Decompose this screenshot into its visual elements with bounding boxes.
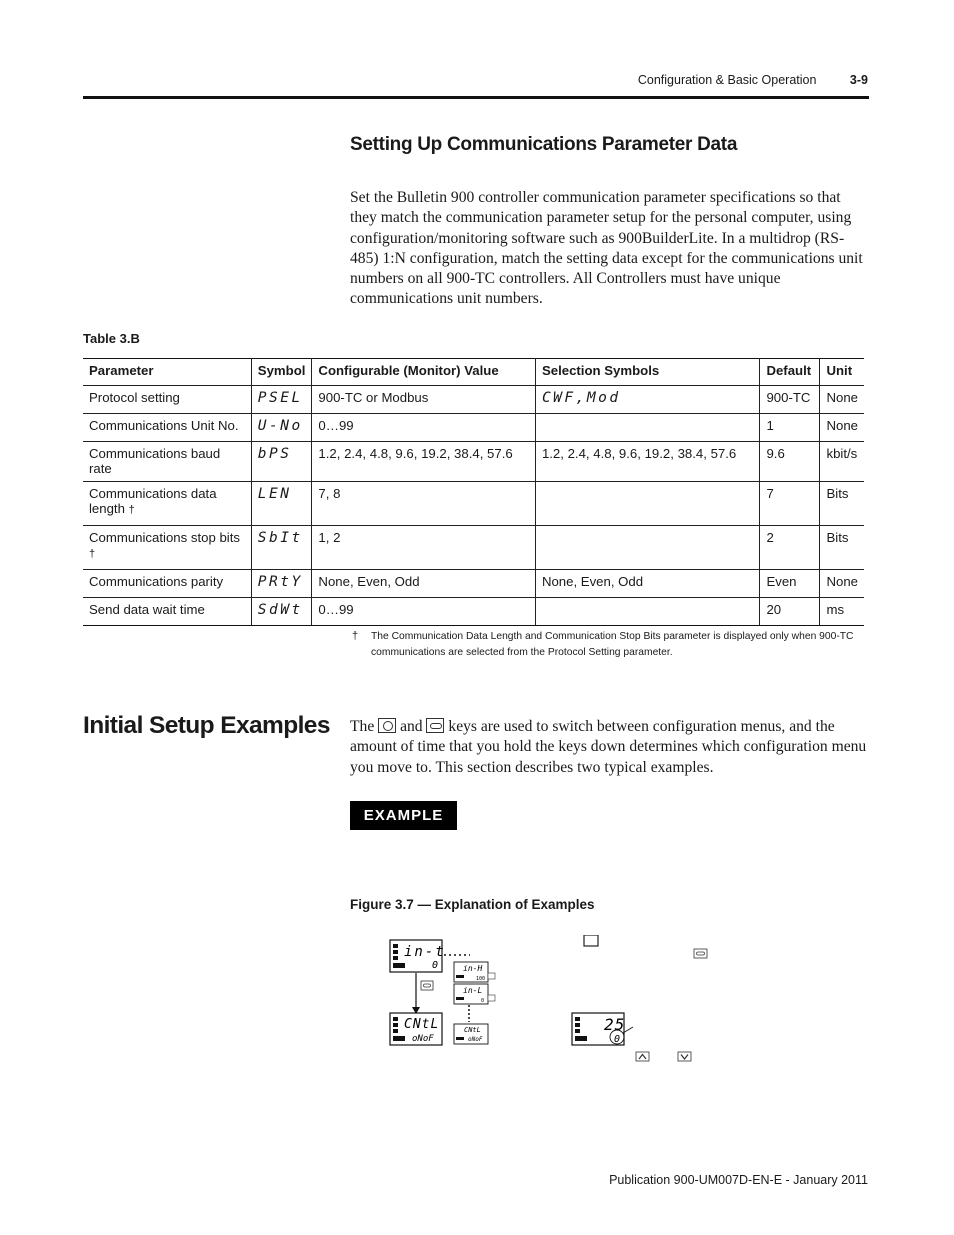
small-display-2 xyxy=(454,984,488,1004)
level-key-icon xyxy=(694,949,707,958)
cell-default: 2 xyxy=(760,526,820,570)
cell-parameter: Communications stop bits † xyxy=(83,526,251,570)
cell-symbol: bPS xyxy=(251,442,312,482)
small2-top-text: in-L xyxy=(463,986,483,995)
cell-unit: kbit/s xyxy=(820,442,864,482)
page-footer: Publication 900-UM007D-EN-E - January 2011 xyxy=(609,1173,868,1187)
cell-value: 1, 2 xyxy=(312,526,536,570)
display2-bottom-text: oNoF xyxy=(412,1034,434,1044)
section-heading: Setting Up Communications Parameter Data xyxy=(350,134,738,155)
cell-selection xyxy=(535,414,760,442)
table-header-row xyxy=(83,359,864,386)
cell-parameter: Communications data length † xyxy=(83,482,251,526)
cell-unit: Bits xyxy=(820,526,864,570)
cell-symbol: SdWt xyxy=(251,598,312,626)
col-symbol: Symbol xyxy=(251,359,312,386)
col-parameter: Parameter xyxy=(83,359,251,386)
mode-key-icon xyxy=(584,935,598,946)
table-row xyxy=(83,482,864,526)
cell-value: 7, 8 xyxy=(312,482,536,526)
controller-display-1 xyxy=(390,940,446,972)
table-row xyxy=(83,442,864,482)
cell-selection xyxy=(535,526,760,570)
small-display-1 xyxy=(454,962,488,982)
cell-selection xyxy=(535,482,760,526)
example-label: EXAMPLE xyxy=(350,801,457,830)
mode-key-icon xyxy=(488,973,495,979)
display2-top-text: CNtL xyxy=(404,1017,440,1032)
cell-parameter: Communications parity xyxy=(83,570,251,598)
col-unit: Unit xyxy=(820,359,864,386)
table-caption: Table 3.B xyxy=(83,331,140,346)
display1-top-text: in-t xyxy=(404,944,446,960)
cell-default: 20 xyxy=(760,598,820,626)
cell-symbol: PSEL xyxy=(251,386,312,414)
small3-bottom-text: oNoF xyxy=(468,1036,483,1043)
col-value: Configurable (Monitor) Value xyxy=(312,359,536,386)
cell-default: 7 xyxy=(760,482,820,526)
cell-selection xyxy=(535,598,760,626)
table-row xyxy=(83,526,864,570)
display3-top-text: 25 xyxy=(604,1015,626,1034)
up-key-icon xyxy=(636,1052,649,1061)
cell-value: 1.2, 2.4, 4.8, 9.6, 19.2, 38.4, 57.6 xyxy=(312,442,536,482)
running-header xyxy=(638,73,868,87)
table-row xyxy=(83,598,864,626)
header-page-number: 3-9 xyxy=(849,73,868,87)
small2-bottom-text: 0 xyxy=(481,998,485,1004)
cell-symbol: SbIt xyxy=(251,526,312,570)
table-footnote: The Communication Data Length and Communication Stop Bits parameter is displayed only when 900-TC communications are selected from the Protocol Setting parameter. xyxy=(371,631,854,658)
cell-value: 0…99 xyxy=(312,598,536,626)
mode-key-icon xyxy=(378,718,396,733)
cell-unit: ms xyxy=(820,598,864,626)
col-selection: Selection Symbols xyxy=(535,359,760,386)
controller-display-3 xyxy=(572,1013,633,1045)
cell-unit: None xyxy=(820,386,864,414)
cell-unit: None xyxy=(820,414,864,442)
cell-parameter: Communications Unit No. xyxy=(83,414,251,442)
cell-selection: CWF,Mod xyxy=(535,386,760,414)
small3-top-text: CNtL xyxy=(464,1026,481,1034)
setup-paragraph: The and keys are used to switch between configuration menus, and the amount of time that you hold the keys down determines which configuration menu you move to. This section describes two typical examples. xyxy=(350,718,867,776)
display3-bottom-text: 0 xyxy=(614,1034,621,1045)
cell-parameter: Protocol setting xyxy=(83,386,251,414)
small1-bottom-text: 100 xyxy=(476,976,486,982)
cell-selection: None, Even, Odd xyxy=(535,570,760,598)
section-heading-initial-setup: Initial Setup Examples xyxy=(83,712,330,739)
cell-unit: None xyxy=(820,570,864,598)
small1-top-text: in-H xyxy=(463,964,483,973)
level-key-icon xyxy=(421,981,433,990)
cell-parameter: Communications baud rate xyxy=(83,442,251,482)
cell-default: Even xyxy=(760,570,820,598)
cell-value: None, Even, Odd xyxy=(312,570,536,598)
cell-symbol: LEN xyxy=(251,482,312,526)
table-row xyxy=(83,570,864,598)
intro-paragraph: Set the Bulletin 900 controller communication parameter specifications so that they match the communication parameter setup for the personal computer, using configuration/monitoring software such as 900BuilderLite. In a multidrop (RS-485) 1:N configuration, match the setting data except for the communications unit numbers on all 900-TC controllers. All Controllers must have unique communications unit numbers. xyxy=(350,189,863,308)
controller-display-2 xyxy=(390,1013,442,1045)
cell-symbol: PRtY xyxy=(251,570,312,598)
table-row xyxy=(83,414,864,442)
table-row xyxy=(83,386,864,414)
cell-default: 900-TC xyxy=(760,386,820,414)
col-default: Default xyxy=(760,359,820,386)
mode-key-icon xyxy=(488,995,495,1001)
down-key-icon xyxy=(678,1052,691,1061)
cell-value: 0…99 xyxy=(312,414,536,442)
cell-value: 900-TC or Modbus xyxy=(312,386,536,414)
cell-selection: 1.2, 2.4, 4.8, 9.6, 19.2, 38.4, 57.6 xyxy=(535,442,760,482)
display1-bottom-text: 0 xyxy=(432,960,439,971)
small-display-3 xyxy=(454,1024,488,1044)
cell-unit: Bits xyxy=(820,482,864,526)
footnote-mark: † xyxy=(352,630,359,642)
header-rule xyxy=(83,96,869,99)
parameter-table xyxy=(83,358,864,626)
cell-parameter: Send data wait time xyxy=(83,598,251,626)
header-section-title: Configuration & Basic Operation xyxy=(637,73,817,87)
level-key-icon xyxy=(426,718,444,733)
figure-caption: Figure 3.7 — Explanation of Examples xyxy=(350,897,595,912)
cell-default: 1 xyxy=(760,414,820,442)
cell-default: 9.6 xyxy=(760,442,820,482)
cell-symbol: U-No xyxy=(251,414,312,442)
figure-explanation-diagram xyxy=(380,935,720,1065)
